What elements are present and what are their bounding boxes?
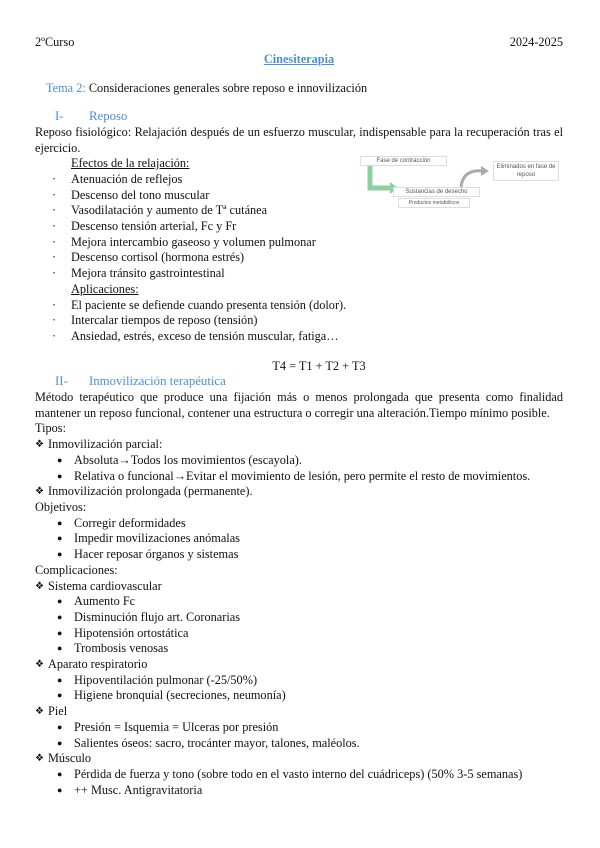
dash-bullet-icon: ·: [52, 313, 57, 328]
diagram-box-productos: Productos metabólicos: [398, 198, 470, 208]
list-item: [35, 610, 563, 626]
dash-bullet-icon: ·: [52, 219, 57, 234]
bullet-icon: ●: [57, 737, 63, 748]
diagram-box-fase: Fase de contracción: [360, 156, 447, 166]
efectos-heading: Efectos de la relajación:: [71, 156, 190, 171]
section-title: Reposo: [89, 109, 128, 124]
diamond-heading: [35, 484, 563, 500]
list-item: [35, 329, 563, 345]
topic-label: Tema 2:: [46, 81, 86, 96]
list-item-text: Hipotensión ortostática: [74, 625, 189, 640]
list-item-text: Aumento Fc: [74, 594, 136, 609]
bullet-icon: ●: [57, 454, 63, 465]
list-item: [35, 453, 563, 469]
list-item: [35, 720, 563, 736]
dash-bullet-icon: ·: [52, 171, 57, 186]
dash-bullet-icon: ·: [52, 266, 57, 281]
dash-bullet-icon: ·: [52, 328, 57, 343]
diamond-bullet-icon: ❖: [35, 753, 44, 765]
equation: T4 = T1 + T2 + T3: [272, 358, 366, 373]
list-item: [35, 469, 563, 485]
topic-text: Consideraciones generales sobre reposo e innovilización: [85, 81, 368, 96]
list-item: [35, 673, 563, 689]
diamond-bullet-icon: ❖: [35, 580, 44, 592]
list-item-text: Absoluta→Todos los movimientos (escayola).: [74, 452, 302, 467]
diagram-box-sustancias: Sustancias de desecho: [393, 187, 480, 197]
bullet-icon: ●: [57, 721, 63, 732]
section-heading-1: [35, 109, 563, 125]
bullet-icon: ●: [57, 470, 63, 481]
metodo-paragraph: Método terapéutico que produce una fijación más o menos prolongada que presenta como finalidad mantener un reposo funcional, contener una estructura o corregir una alteración.Tiempo mínimo posible.: [35, 390, 563, 420]
list-item: [35, 736, 563, 752]
list-item: [35, 298, 563, 314]
list-item-text: Relativa o funcional→Evitar el movimiento de lesión, pero permite el resto de movimientos.: [74, 468, 531, 483]
diamond-heading-text: Músculo: [48, 751, 92, 766]
diamond-heading-text: Piel: [48, 704, 68, 719]
diamond-heading: [35, 657, 563, 673]
bullet-icon: ●: [57, 784, 63, 795]
list-item-text: Atenuación de reflejos: [71, 171, 183, 186]
list-item: [35, 266, 563, 282]
list-item: [35, 313, 563, 329]
diamond-heading-text: Inmovilización parcial:: [48, 437, 163, 452]
list-item: [35, 641, 563, 657]
diagram-box-eliminados: Eliminados en fase de reposo: [493, 161, 559, 181]
list-item-text: Presión = Isquemia = Ulceras por presión: [74, 719, 279, 734]
diamond-heading: [35, 437, 563, 453]
diamond-bullet-icon: ❖: [35, 706, 44, 718]
relaxation-diagram: [360, 156, 556, 216]
curved-arrow-icon: [455, 165, 495, 189]
list-item-text: Disminución flujo art. Coronarias: [74, 609, 240, 624]
list-item: [35, 235, 563, 251]
list-item-text: Hacer reposar órganos y sistemas: [74, 547, 239, 562]
list-item-text: Pérdida de fuerza y tono (sobre todo en el vasto interno del cuádriceps) (50% 3-5 semanas): [74, 766, 523, 781]
list-item-text: Intercalar tiempos de reposo (tensión): [71, 313, 258, 328]
dash-bullet-icon: ·: [52, 187, 57, 202]
list-item: [35, 783, 563, 799]
dash-bullet-icon: ·: [52, 234, 57, 249]
bullet-icon: ●: [57, 627, 63, 638]
intro-paragraph: Reposo fisiológico: Relajación después de un esfuerzo muscular, indispensable para la recuperación tras el ejercicio.: [35, 124, 563, 155]
list-item: [35, 767, 563, 783]
list-item: [35, 547, 563, 563]
list-item-text: Impedir movilizaciones anómalas: [74, 531, 240, 546]
list-item-text: El paciente se defiende cuando presenta tensión (dolor).: [71, 297, 347, 312]
diamond-heading: [35, 751, 563, 767]
bullet-icon: ●: [57, 674, 63, 685]
diamond-bullet-icon: ❖: [35, 486, 44, 498]
list-item: [35, 531, 563, 547]
plain-heading: Objetivos:: [35, 499, 87, 514]
document-title: Cinesiterapia: [263, 51, 335, 66]
diamond-heading-text: Aparato respiratorio: [48, 657, 148, 672]
document-page: [35, 35, 563, 798]
course-label: 2ºCurso: [35, 35, 75, 49]
list-item-text: Trombosis venosas: [74, 641, 169, 656]
aplicaciones-list: [35, 298, 563, 345]
list-item-text: Corregir deformidades: [74, 515, 186, 530]
section-title: Inmovilización terapéutica: [89, 374, 226, 389]
list-item-text: Vasodilatación y aumento de Tª cutánea: [71, 203, 268, 218]
list-item-text: Ansiedad, estrés, exceso de tensión muscular, fatiga…: [71, 328, 339, 343]
list-item: [35, 626, 563, 642]
bullet-icon: ●: [57, 533, 63, 544]
diamond-bullet-icon: ❖: [35, 439, 44, 451]
diamond-heading: [35, 579, 563, 595]
list-item-text: Descenso cortisol (hormona estrés): [71, 250, 245, 265]
plain-heading: Tipos:: [35, 421, 66, 436]
bullet-icon: ●: [57, 549, 63, 560]
section-heading-2: [35, 374, 563, 390]
list-item-text: Salientes óseos: sacro, trocánter mayor, talones, maléolos.: [74, 735, 360, 750]
list-item-text: Mejora tránsito gastrointestinal: [71, 266, 225, 281]
list-item-text: Higiene bronquial (secreciones, neumonía): [74, 688, 286, 703]
dash-bullet-icon: ·: [52, 250, 57, 265]
section-number: II-: [55, 374, 68, 389]
diamond-heading-text: Sistema cardiovascular: [48, 578, 162, 593]
aplicaciones-heading: Aplicaciones:: [71, 281, 139, 296]
topic-heading: [35, 81, 563, 97]
diamond-heading: [35, 704, 563, 720]
diamond-bullet-icon: ❖: [35, 659, 44, 671]
bullet-icon: ●: [57, 690, 63, 701]
dash-bullet-icon: ·: [52, 203, 57, 218]
list-item-text: ++ Musc. Antigravitatoria: [74, 782, 203, 797]
list-item-text: Descenso del tono muscular: [71, 187, 210, 202]
list-item: [35, 219, 563, 235]
diamond-heading-text: Inmovilización prolongada (permanente).: [48, 484, 253, 499]
list-item: [35, 250, 563, 266]
bullet-icon: ●: [57, 768, 63, 779]
plain-heading: Complicaciones:: [35, 562, 118, 577]
list-item-text: Mejora intercambio gaseoso y volumen pulmonar: [71, 234, 316, 249]
dash-bullet-icon: ·: [52, 297, 57, 312]
bullet-icon: ●: [57, 643, 63, 654]
content-blocks: [35, 421, 563, 798]
page-header: [35, 35, 563, 51]
list-item: [35, 516, 563, 532]
year-label: 2024-2025: [509, 35, 563, 49]
list-item: [35, 688, 563, 704]
list-item: [35, 594, 563, 610]
bullet-icon: ●: [57, 517, 63, 528]
section-number: I-: [55, 109, 64, 124]
list-item-text: Hipoventilación pulmonar (-25/50%): [74, 672, 258, 687]
bullet-icon: ●: [57, 596, 63, 607]
list-item-text: Descenso tensión arterial, Fc y Fr: [71, 219, 237, 234]
bullet-icon: ●: [57, 611, 63, 622]
